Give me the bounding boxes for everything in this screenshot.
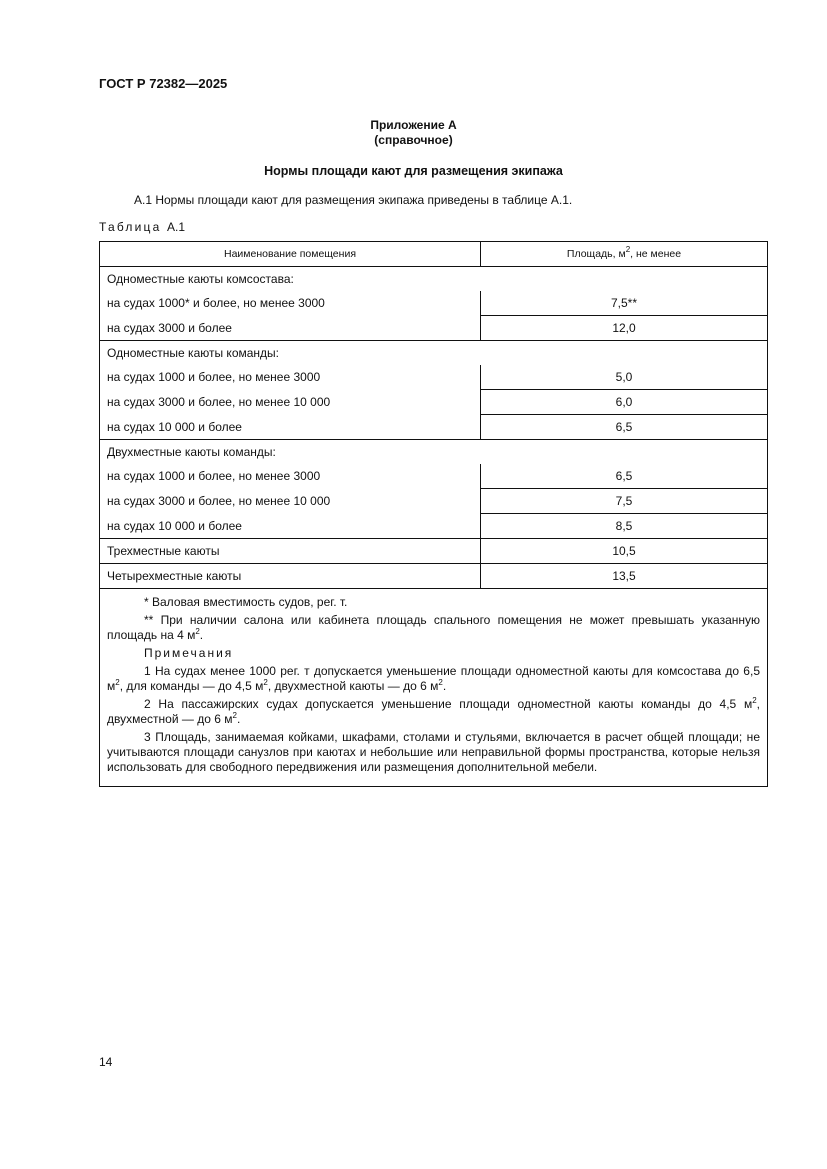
notes-title: Примечания — [144, 646, 234, 660]
row-value: 12,0 — [481, 316, 768, 341]
group-title: Двухместные каюты команды: — [100, 440, 768, 465]
table-row — [100, 489, 768, 514]
table-label — [99, 220, 185, 234]
table-label-word: Таблица — [99, 220, 162, 234]
notes-row — [100, 589, 768, 787]
table-label-number: А.1 — [167, 220, 186, 234]
appendix-heading: Нормы площади кают для размещения экипажа — [264, 164, 563, 178]
row-name: на судах 1000* и более, но менее 3000 — [107, 296, 325, 311]
row-value: 7,5** — [481, 291, 768, 316]
table-row — [100, 316, 768, 341]
row-name: Четырехместные каюты — [100, 564, 481, 589]
footnote-1: * Валовая вместимость судов, рег. т. — [144, 595, 348, 609]
row-name: на судах 10 000 и более — [107, 518, 242, 533]
row-name: Трехместные каюты — [100, 539, 481, 564]
row-name: на судах 3000 и более, но менее 10 000 — [107, 395, 331, 409]
row-value: 13,5 — [481, 564, 768, 589]
area-norms-table — [99, 241, 768, 787]
row-name: на судах 1000 и более, но менее 3000 — [107, 469, 321, 484]
row-value: 6,0 — [481, 390, 768, 415]
row-name: на судах 3000 и более, но менее 10 000 — [107, 494, 331, 508]
row-value: 6,5 — [481, 415, 768, 440]
table-row — [100, 291, 768, 316]
note-2: 2 На пассажирских судах допускается уменьшение площади одноместной каюты команды до 4,5 $м^2$, двухместной — до 6 $м^2$. — [107, 696, 760, 726]
row-value: 10,5 — [481, 539, 768, 564]
row-value: 5,0 — [481, 365, 768, 390]
group-title-row — [100, 267, 768, 292]
group-title: Одноместные каюты команды: — [100, 341, 768, 366]
group-title: Одноместные каюты комсостава: — [107, 272, 294, 286]
row-name: на судах 3000 и более — [107, 320, 232, 335]
row-value: 8,5 — [481, 514, 768, 539]
table-row — [100, 539, 768, 564]
group-title-row — [100, 341, 768, 366]
row-value: 6,5 — [481, 464, 768, 489]
table-row — [100, 390, 768, 415]
header-area-cell: Площадь, $м^2$, не менее — [481, 242, 768, 267]
table-row — [100, 514, 768, 539]
note-3: 3 Площадь, занимаемая койками, шкафами, столами и стульями, включается в расчет общей площади; не учитываются площади санузлов при каютах и небольшие или неправильной формы пространства, которые нельзя использовать для свободного передвижения или размещения дополнительной мебели. — [107, 730, 760, 774]
row-name: на судах 10 000 и более — [107, 419, 242, 434]
intro-paragraph: А.1 Нормы площади кают для размещения экипажа приведены в таблице А.1. — [134, 193, 573, 207]
row-name: на судах 1000 и более, но менее 3000 — [107, 370, 321, 385]
row-value: 7,5 — [481, 489, 768, 514]
footnote-2: ** При наличии салона или кабинета площадь спального помещения не может превышать указанную площадь на 4 $м^2$. — [107, 613, 760, 642]
table-row — [100, 365, 768, 390]
table-row — [100, 464, 768, 489]
table-row — [100, 564, 768, 589]
table-header-row — [100, 242, 768, 267]
group-title-row — [100, 440, 768, 465]
table-row — [100, 415, 768, 440]
notes-cell — [100, 589, 768, 787]
page-number: 14 — [99, 1055, 113, 1069]
appendix-title: Приложение А — [370, 118, 457, 132]
header-name-cell: Наименование помещения — [100, 242, 481, 267]
standard-code: ГОСТ Р 72382—2025 — [99, 76, 228, 91]
appendix-status: (справочное) — [374, 133, 453, 147]
note-1: 1 На судах менее 1000 рег. т допускается уменьшение площади одноместной каюты для комсостава до 6,5 $м^2$, для команды — до 4,5 $м^2$, двухместной каюты — до 6 $м^2$. — [107, 664, 760, 693]
